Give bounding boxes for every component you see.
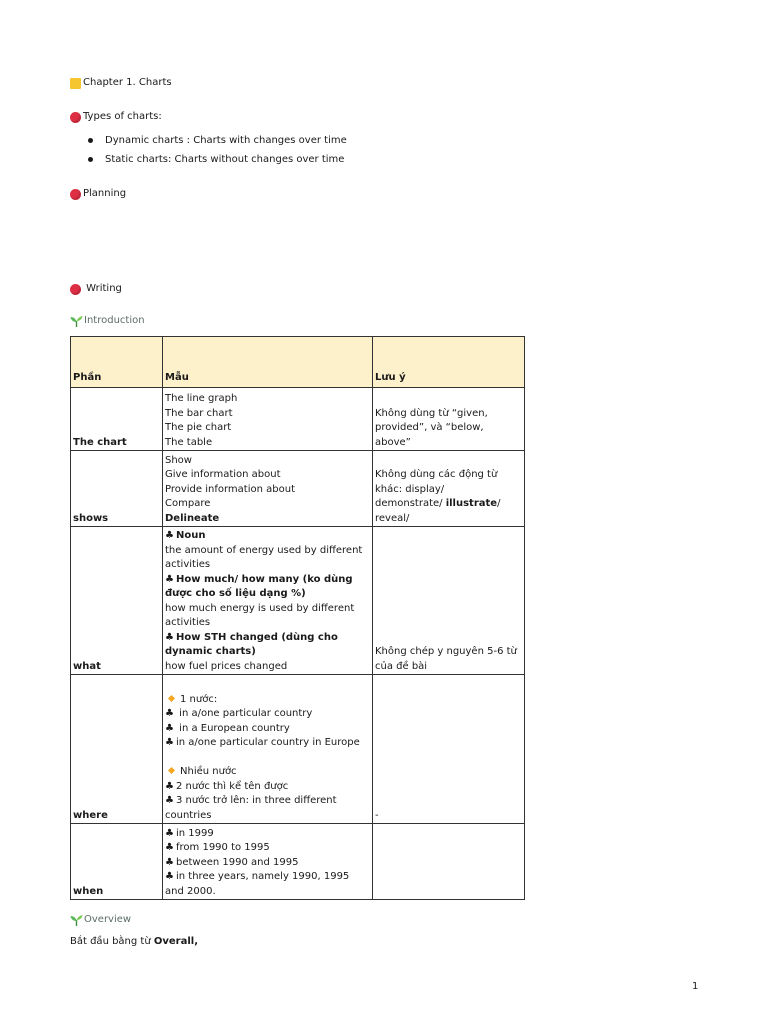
red-circle-icon bbox=[70, 189, 81, 200]
red-circle-icon bbox=[70, 112, 81, 123]
club-icon: ♣ bbox=[165, 827, 174, 839]
template-line: Show bbox=[165, 454, 192, 466]
item-text: in a/one particular country bbox=[176, 708, 313, 719]
table-row bbox=[71, 675, 525, 824]
note-line: - bbox=[375, 809, 379, 821]
types-list bbox=[88, 131, 347, 169]
template-line bbox=[165, 631, 371, 660]
club-icon: ♣ bbox=[165, 795, 174, 806]
red-circle-icon bbox=[70, 284, 81, 295]
table-row bbox=[71, 388, 525, 451]
yellow-square-icon bbox=[70, 78, 81, 89]
template-line: Compare bbox=[165, 498, 211, 509]
item-text: 2 nước thì kể tên được bbox=[176, 780, 289, 792]
club-icon: ♣ bbox=[165, 722, 174, 734]
planning-heading-text: Planning bbox=[83, 188, 127, 199]
item-text: in three years, namely 1990, 1995 and 2000. bbox=[165, 871, 350, 897]
template-line bbox=[165, 736, 371, 751]
planning-heading bbox=[70, 187, 126, 202]
item-text: in 1999 bbox=[176, 827, 214, 839]
note-line: khác: display/ bbox=[375, 483, 445, 495]
table-row bbox=[71, 451, 525, 527]
seedling-icon bbox=[70, 315, 83, 327]
template-line: Give information about bbox=[165, 469, 281, 480]
template-line bbox=[165, 529, 371, 544]
row-note bbox=[373, 451, 525, 527]
orange-diamond-icon bbox=[168, 767, 175, 774]
note-text: / bbox=[497, 498, 501, 509]
template-line bbox=[165, 693, 371, 708]
table-row bbox=[71, 824, 525, 900]
template-line bbox=[165, 722, 371, 737]
row-note bbox=[373, 675, 525, 824]
note-text: demonstrate/ bbox=[375, 498, 446, 509]
writing-heading-text: Writing bbox=[83, 283, 122, 294]
header-template: Mẫu bbox=[163, 337, 373, 388]
template-line bbox=[165, 794, 371, 823]
header-note: Lưu ý bbox=[373, 337, 525, 388]
template-line: The pie chart bbox=[165, 422, 232, 433]
writing-heading bbox=[70, 282, 122, 297]
label-text: Noun bbox=[176, 530, 206, 541]
template-line bbox=[165, 780, 371, 795]
row-key: where bbox=[71, 675, 163, 824]
introduction-heading bbox=[70, 314, 145, 329]
template-line bbox=[165, 827, 371, 842]
label-text: How STH changed (dùng cho dynamic charts) bbox=[165, 631, 338, 657]
list-item: Static charts: Charts without changes over time bbox=[88, 150, 347, 169]
template-line: the amount of energy used by different activities bbox=[165, 544, 363, 570]
club-icon: ♣ bbox=[165, 573, 174, 585]
chapter-title bbox=[70, 76, 172, 91]
overview-keyword: Overall, bbox=[153, 936, 198, 947]
club-icon: ♣ bbox=[165, 530, 174, 541]
types-heading-text: Types of charts: bbox=[83, 111, 162, 122]
seedling-icon bbox=[70, 914, 83, 926]
header-part: Phần bbox=[71, 337, 163, 388]
club-icon: ♣ bbox=[165, 631, 174, 643]
template-line: The line graph bbox=[165, 393, 238, 404]
overview-text bbox=[70, 935, 198, 950]
row-key: when bbox=[71, 824, 163, 900]
template-line: how fuel prices changed bbox=[165, 660, 288, 672]
template-line bbox=[165, 765, 371, 780]
row-template bbox=[163, 527, 373, 675]
row-key: what bbox=[71, 527, 163, 675]
row-note bbox=[373, 388, 525, 451]
orange-diamond-icon bbox=[168, 694, 175, 701]
item-text: in a/one particular country in Europe bbox=[176, 737, 360, 748]
template-line: Delineate bbox=[165, 512, 220, 524]
row-template bbox=[163, 824, 373, 900]
club-icon: ♣ bbox=[165, 842, 174, 853]
row-template bbox=[163, 388, 373, 451]
row-note bbox=[373, 527, 525, 675]
template-line: how much energy is used by different activities bbox=[165, 602, 355, 628]
page-number: 1 bbox=[692, 981, 699, 992]
types-heading bbox=[70, 110, 162, 125]
note-line bbox=[375, 497, 523, 512]
club-icon: ♣ bbox=[165, 708, 174, 719]
label-text: How much/ how many (ko dùng được cho số liệu dạng %) bbox=[165, 573, 353, 599]
row-key: shows bbox=[71, 451, 163, 527]
note-line: reveal/ bbox=[375, 512, 410, 524]
note-bold: illustrate bbox=[445, 498, 498, 509]
item-text: 3 nước trở lên: in three different countries bbox=[165, 795, 337, 821]
template-line: The bar chart bbox=[165, 407, 233, 419]
row-template bbox=[163, 451, 373, 527]
note-line: above” bbox=[375, 436, 411, 448]
chapter-title-text: Chapter 1. Charts bbox=[83, 77, 172, 88]
note-line: Không dùng các động từ bbox=[375, 469, 498, 480]
note-line: provided”, và “below, bbox=[375, 422, 484, 433]
template-line: Provide information about bbox=[165, 483, 295, 495]
note-line: Không chép y nguyên 5-6 từ của đề bài bbox=[375, 646, 517, 672]
item-text: between 1990 and 1995 bbox=[176, 856, 299, 868]
club-icon: ♣ bbox=[165, 780, 174, 792]
table-row bbox=[71, 527, 525, 675]
list-item: Dynamic charts : Charts with changes over time bbox=[88, 131, 347, 150]
overview-heading-text: Overview bbox=[84, 914, 132, 925]
item-text: in a European country bbox=[176, 722, 290, 734]
template-line: The table bbox=[165, 436, 213, 448]
table-header-row bbox=[71, 337, 525, 388]
row-key: The chart bbox=[71, 388, 163, 451]
intro-template-table bbox=[70, 336, 525, 900]
template-line bbox=[165, 573, 371, 602]
note-line: Không dùng từ “given, bbox=[375, 407, 488, 419]
template-line bbox=[165, 841, 371, 856]
item-text: from 1990 to 1995 bbox=[176, 842, 270, 853]
row-template bbox=[163, 675, 373, 824]
row-note bbox=[373, 824, 525, 900]
template-line bbox=[165, 856, 371, 871]
introduction-heading-text: Introduction bbox=[84, 315, 145, 326]
overview-sentence: Bắt đầu bằng từ bbox=[70, 936, 154, 947]
label-text: Nhiều nước bbox=[180, 766, 237, 777]
overview-heading bbox=[70, 913, 131, 928]
template-line bbox=[165, 870, 371, 899]
spacer bbox=[165, 751, 371, 766]
club-icon: ♣ bbox=[165, 871, 174, 882]
club-icon: ♣ bbox=[165, 737, 174, 748]
club-icon: ♣ bbox=[165, 856, 174, 868]
template-line bbox=[165, 707, 371, 722]
label-text: 1 nước: bbox=[180, 693, 218, 705]
